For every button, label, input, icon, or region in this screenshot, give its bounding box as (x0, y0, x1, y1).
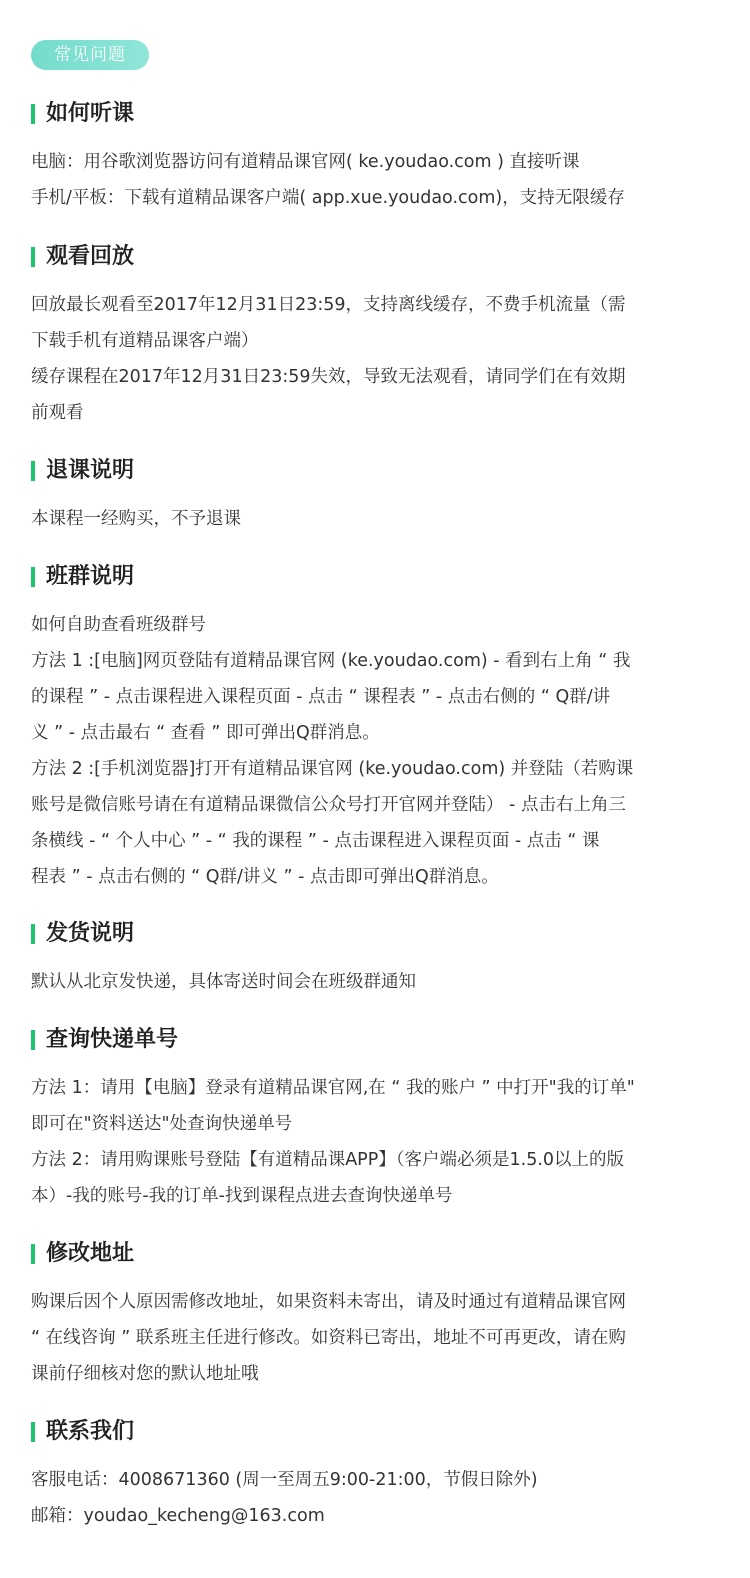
section-line: 即可在"资料送达"处查询快递单号 (31, 1114, 293, 1134)
section-line: 程表 ” - 点击右侧的 “ Q群/讲义 ” - 点击即可弹出Q群消息。 (31, 867, 499, 887)
section-title (31, 457, 721, 485)
section-line: 默认从北京发快递，具体寄送时间会在班级群通知 (31, 972, 416, 992)
section-line: 电脑：用谷歌浏览器访问有道精品课官网( ke.youdao.com ) 直接听课 (31, 152, 580, 172)
section-line: 下载手机有道精品课客户端） (31, 331, 259, 351)
section-title (31, 1418, 721, 1446)
section-title (31, 100, 721, 128)
section-line: 方法 2 :[手机浏览器]打开有道精品课官网 (ke.youdao.com) 并登陆（若购课 (31, 759, 634, 779)
section-how-to-attend (31, 100, 721, 216)
section-line: 方法 2：请用购课账号登陆【有道精品课APP】（客户端必须是1.5.0以上的版 (31, 1150, 625, 1170)
section-title-text: 查询快递单号 (46, 1027, 179, 1052)
section-replay (31, 243, 721, 431)
section-line: 方法 1 :[电脑]网页登陆有道精品课官网 (ke.youdao.com) - 看到右上角 “ 我 (31, 651, 631, 671)
section-title-text: 修改地址 (46, 1241, 135, 1266)
section-line: 义 ” - 点击最右 “ 查看 ” 即可弹出Q群消息。 (31, 723, 380, 743)
section-title-text: 观看回放 (46, 244, 135, 269)
section-accent-bar (31, 461, 35, 481)
section-line: 账号是微信账号请在有道精品课微信公众号打开官网并登陆） - 点击右上角三 (31, 795, 626, 815)
section-body (31, 144, 721, 216)
section-line: 购课后因个人原因需修改地址，如果资料未寄出，请及时通过有道精品课官网 (31, 1292, 626, 1312)
section-title-text: 联系我们 (46, 1419, 135, 1444)
section-title (31, 1240, 721, 1268)
section-accent-bar (31, 104, 35, 124)
section-line: 课前仔细核对您的默认地址哦 (31, 1364, 259, 1384)
section-body (31, 1284, 721, 1392)
section-title (31, 1026, 721, 1054)
section-shipping (31, 920, 721, 1000)
section-title-text: 班群说明 (46, 564, 135, 589)
section-body (31, 607, 721, 895)
section-line: 方法 1：请用【电脑】登录有道精品课官网,在 “ 我的账户 ” 中打开"我的订单" (31, 1078, 635, 1098)
section-body (31, 964, 721, 1000)
section-accent-bar (31, 1244, 35, 1264)
section-class-group (31, 563, 721, 895)
section-body (31, 501, 721, 537)
section-accent-bar (31, 1030, 35, 1050)
section-line: 缓存课程在2017年12月31日23:59失效，导致无法观看，请同学们在有效期 (31, 367, 626, 387)
section-accent-bar (31, 1422, 35, 1442)
section-contact (31, 1418, 721, 1534)
section-line: 本）-我的账号-我的订单-找到课程点进去查询快递单号 (31, 1186, 453, 1206)
section-line: 的课程 ” - 点击课程进入课程页面 - 点击 “ 课程表 ” - 点击右侧的 “ Q群/讲 (31, 687, 611, 707)
section-tracking (31, 1026, 721, 1214)
section-change-address (31, 1240, 721, 1392)
section-title (31, 563, 721, 591)
section-title (31, 920, 721, 948)
section-title-text: 退课说明 (46, 458, 135, 483)
section-line: 如何自助查看班级群号 (31, 615, 206, 635)
section-line: 邮箱：youdao_kecheng@163.com (31, 1506, 325, 1526)
section-line: 客服电话：4008671360 (周一至周五9:00-21:00，节假日除外) (31, 1470, 538, 1490)
section-body (31, 287, 721, 431)
section-line: “ 在线咨询 ” 联系班主任进行修改。如资料已寄出，地址不可再更改，请在购 (31, 1328, 626, 1348)
section-title (31, 243, 721, 271)
section-accent-bar (31, 567, 35, 587)
section-body (31, 1070, 721, 1214)
section-line: 手机/平板：下载有道精品课客户端( app.xue.youdao.com)，支持无限缓存 (31, 188, 625, 208)
section-refund (31, 457, 721, 537)
section-title-text: 如何听课 (46, 101, 135, 126)
section-title-text: 发货说明 (46, 921, 135, 946)
section-accent-bar (31, 247, 35, 267)
section-line: 前观看 (31, 403, 84, 423)
section-line: 本课程一经购买，不予退课 (31, 509, 241, 529)
faq-badge: 常见问题 (31, 40, 149, 70)
section-line: 条横线 - “ 个人中心 ” - “ 我的课程 ” - 点击课程进入课程页面 - 点击 “ 课 (31, 831, 600, 851)
section-body (31, 1462, 721, 1534)
section-line: 回放最长观看至2017年12月31日23:59，支持离线缓存，不费手机流量（需 (31, 295, 626, 315)
section-accent-bar (31, 924, 35, 944)
